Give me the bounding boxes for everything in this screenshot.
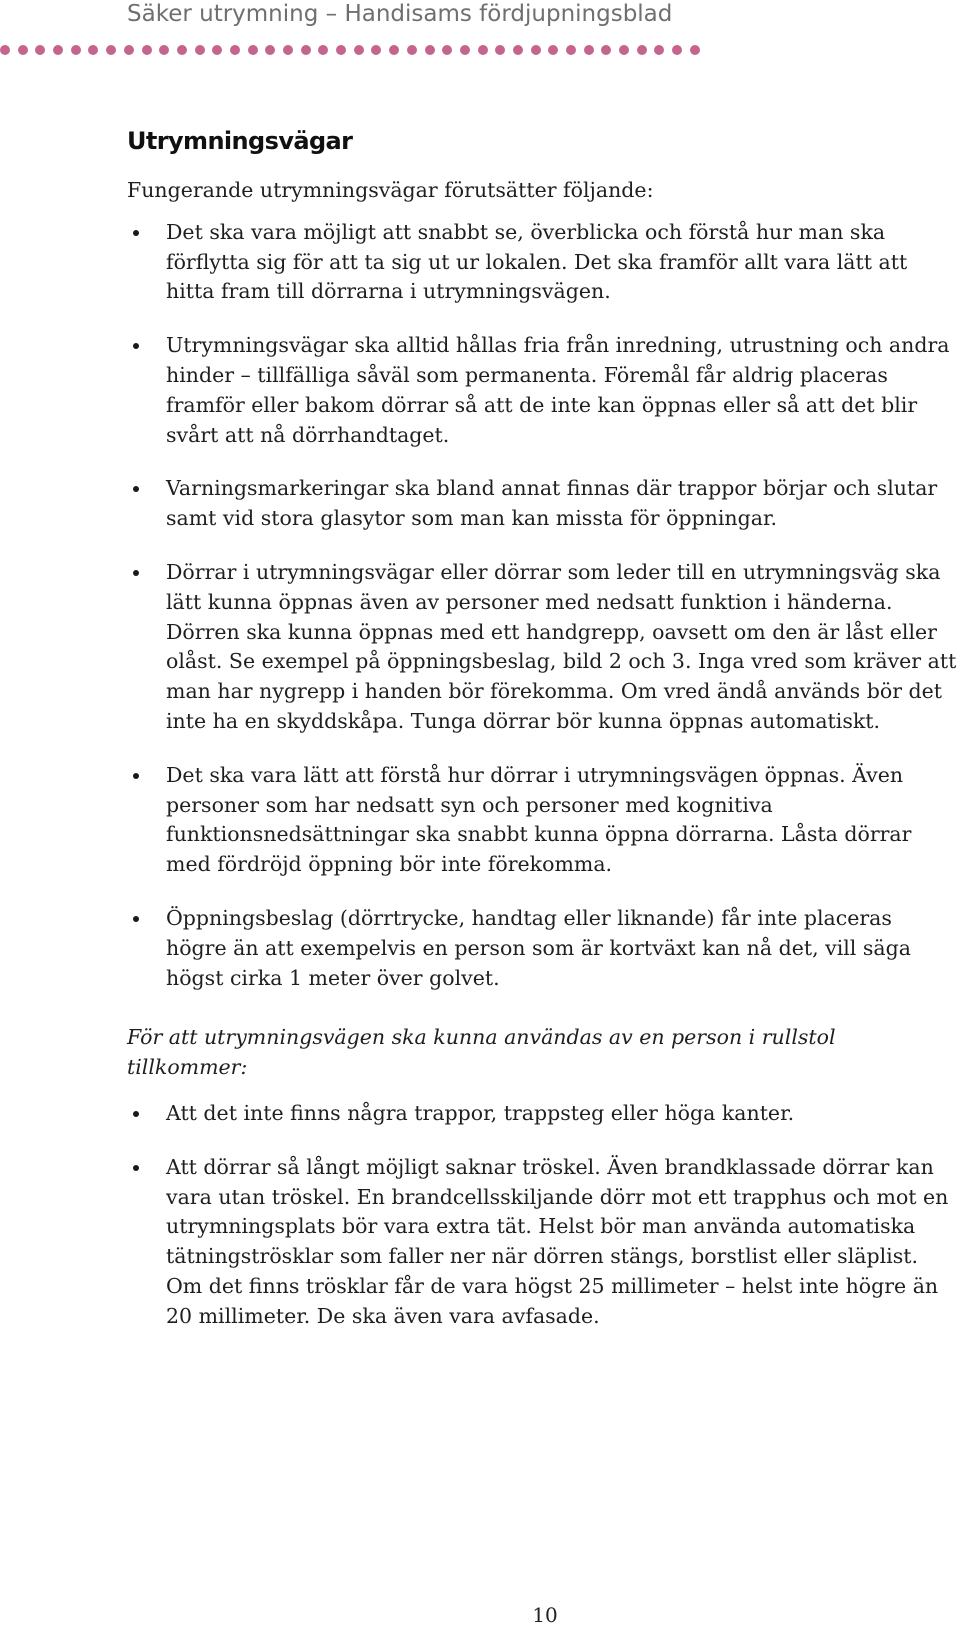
list-item: Dörrar i utrymningsvägar eller dörrar som leder till en utrymningsväg ska lätt kunna öppnas även av personer med nedsatt funktion i händerna. Dörren ska kunna öppnas med ett handgrepp, oavsett om den är låst eller olåst. Se exempel på öppningsbeslag, bild 2 och 3. Inga vred som kräver att man har nygrepp i handen bör förekomma. Om vred ändå används bör det inte ha en skyddskåpa. Tunga dörrar bör kunna öppnas automatiskt. <box>127 558 957 737</box>
list-item: Öppningsbeslag (dörrtrycke, handtag eller liknande) får inte placeras högre än att exempelvis en person som är kortväxt kan nå det, vill säga högst cirka 1 meter över golvet. <box>127 904 957 993</box>
divider-dot <box>159 45 169 55</box>
running-header: Säker utrymning – Handisams fördjupningsblad <box>127 1 673 27</box>
divider-dot <box>619 45 629 55</box>
divider-dot <box>584 45 594 55</box>
divider-dot <box>672 45 682 55</box>
wheelchair-requirements-list <box>127 1099 957 1332</box>
divider-dot <box>248 45 258 55</box>
intro-paragraph: Fungerande utrymningsvägar förutsätter följande: <box>127 178 654 202</box>
divider-dot <box>407 45 417 55</box>
divider-dot <box>566 45 576 55</box>
divider-dot <box>637 45 647 55</box>
divider-dot <box>371 45 381 55</box>
divider-dot <box>425 45 435 55</box>
divider-dot <box>495 45 505 55</box>
divider-dot <box>548 45 558 55</box>
divider-dot <box>354 45 364 55</box>
divider-dot <box>124 45 134 55</box>
page-number: 10 <box>532 1603 558 1627</box>
divider-dot <box>230 45 240 55</box>
divider-dot <box>336 45 346 55</box>
divider-dot <box>0 45 10 55</box>
decorative-dot-divider <box>0 44 705 56</box>
divider-dot <box>195 45 205 55</box>
divider-dot <box>601 45 611 55</box>
list-item: Varningsmarkeringar ska bland annat finnas där trappor börjar och slutar samt vid stora glasytor som man kan missta för öppningar. <box>127 474 957 534</box>
main-content <box>127 176 957 1356</box>
divider-dot <box>460 45 470 55</box>
list-item: Att dörrar så långt möjligt saknar tröskel. Även brandklassade dörrar kan vara utan tröskel. En brandcellsskiljande dörr mot ett trapphus och mot en utrymningsplats bör vara extra tät. Helst bör man använda automatiska tätningströsklar som faller ner när dörren stängs, borstlist eller släplist. Om det finns trösklar får de vara högst 25 millimeter – helst inte högre än 20 millimeter. De ska även vara avfasade. <box>127 1153 957 1332</box>
divider-dot <box>318 45 328 55</box>
divider-dot <box>389 45 399 55</box>
divider-dot <box>212 45 222 55</box>
divider-dot <box>531 45 541 55</box>
wheelchair-intro: För att utrymningsvägen ska kunna användas av en person i rullstol tillkommer: <box>127 1025 836 1080</box>
list-item: Att det inte finns några trappor, trappsteg eller höga kanter. <box>127 1099 957 1129</box>
divider-dot <box>18 45 28 55</box>
divider-dot <box>478 45 488 55</box>
divider-dot <box>513 45 523 55</box>
divider-dot <box>654 45 664 55</box>
divider-dot <box>301 45 311 55</box>
divider-dot <box>690 45 700 55</box>
divider-dot <box>265 45 275 55</box>
divider-dot <box>106 45 116 55</box>
list-item: Utrymningsvägar ska alltid hållas fria från inredning, utrustning och andra hinder – tillfälliga såväl som permanenta. Föremål får aldrig placeras framför eller bakom dörrar så att de inte kan öppnas eller så att det blir svårt att nå dörrhandtaget. <box>127 331 957 450</box>
divider-dot <box>177 45 187 55</box>
divider-dot <box>35 45 45 55</box>
divider-dot <box>71 45 81 55</box>
divider-dot <box>53 45 63 55</box>
divider-dot <box>283 45 293 55</box>
divider-dot <box>88 45 98 55</box>
divider-dot <box>142 45 152 55</box>
section-heading: Utrymningsvägar <box>127 127 353 155</box>
divider-dot <box>442 45 452 55</box>
list-item: Det ska vara lätt att förstå hur dörrar i utrymningsvägen öppnas. Även personer som har nedsatt syn och personer med kognitiva funktionsnedsättningar ska snabbt kunna öppna dörrarna. Låsta dörrar med fördröjd öppning bör inte förekomma. <box>127 761 957 880</box>
requirements-list <box>127 218 957 994</box>
list-item: Det ska vara möjligt att snabbt se, överblicka och förstå hur man ska förflytta sig för att ta sig ut ur lokalen. Det ska framför allt vara lätt att hitta fram till dörrarna i utrymningsvägen. <box>127 218 957 307</box>
